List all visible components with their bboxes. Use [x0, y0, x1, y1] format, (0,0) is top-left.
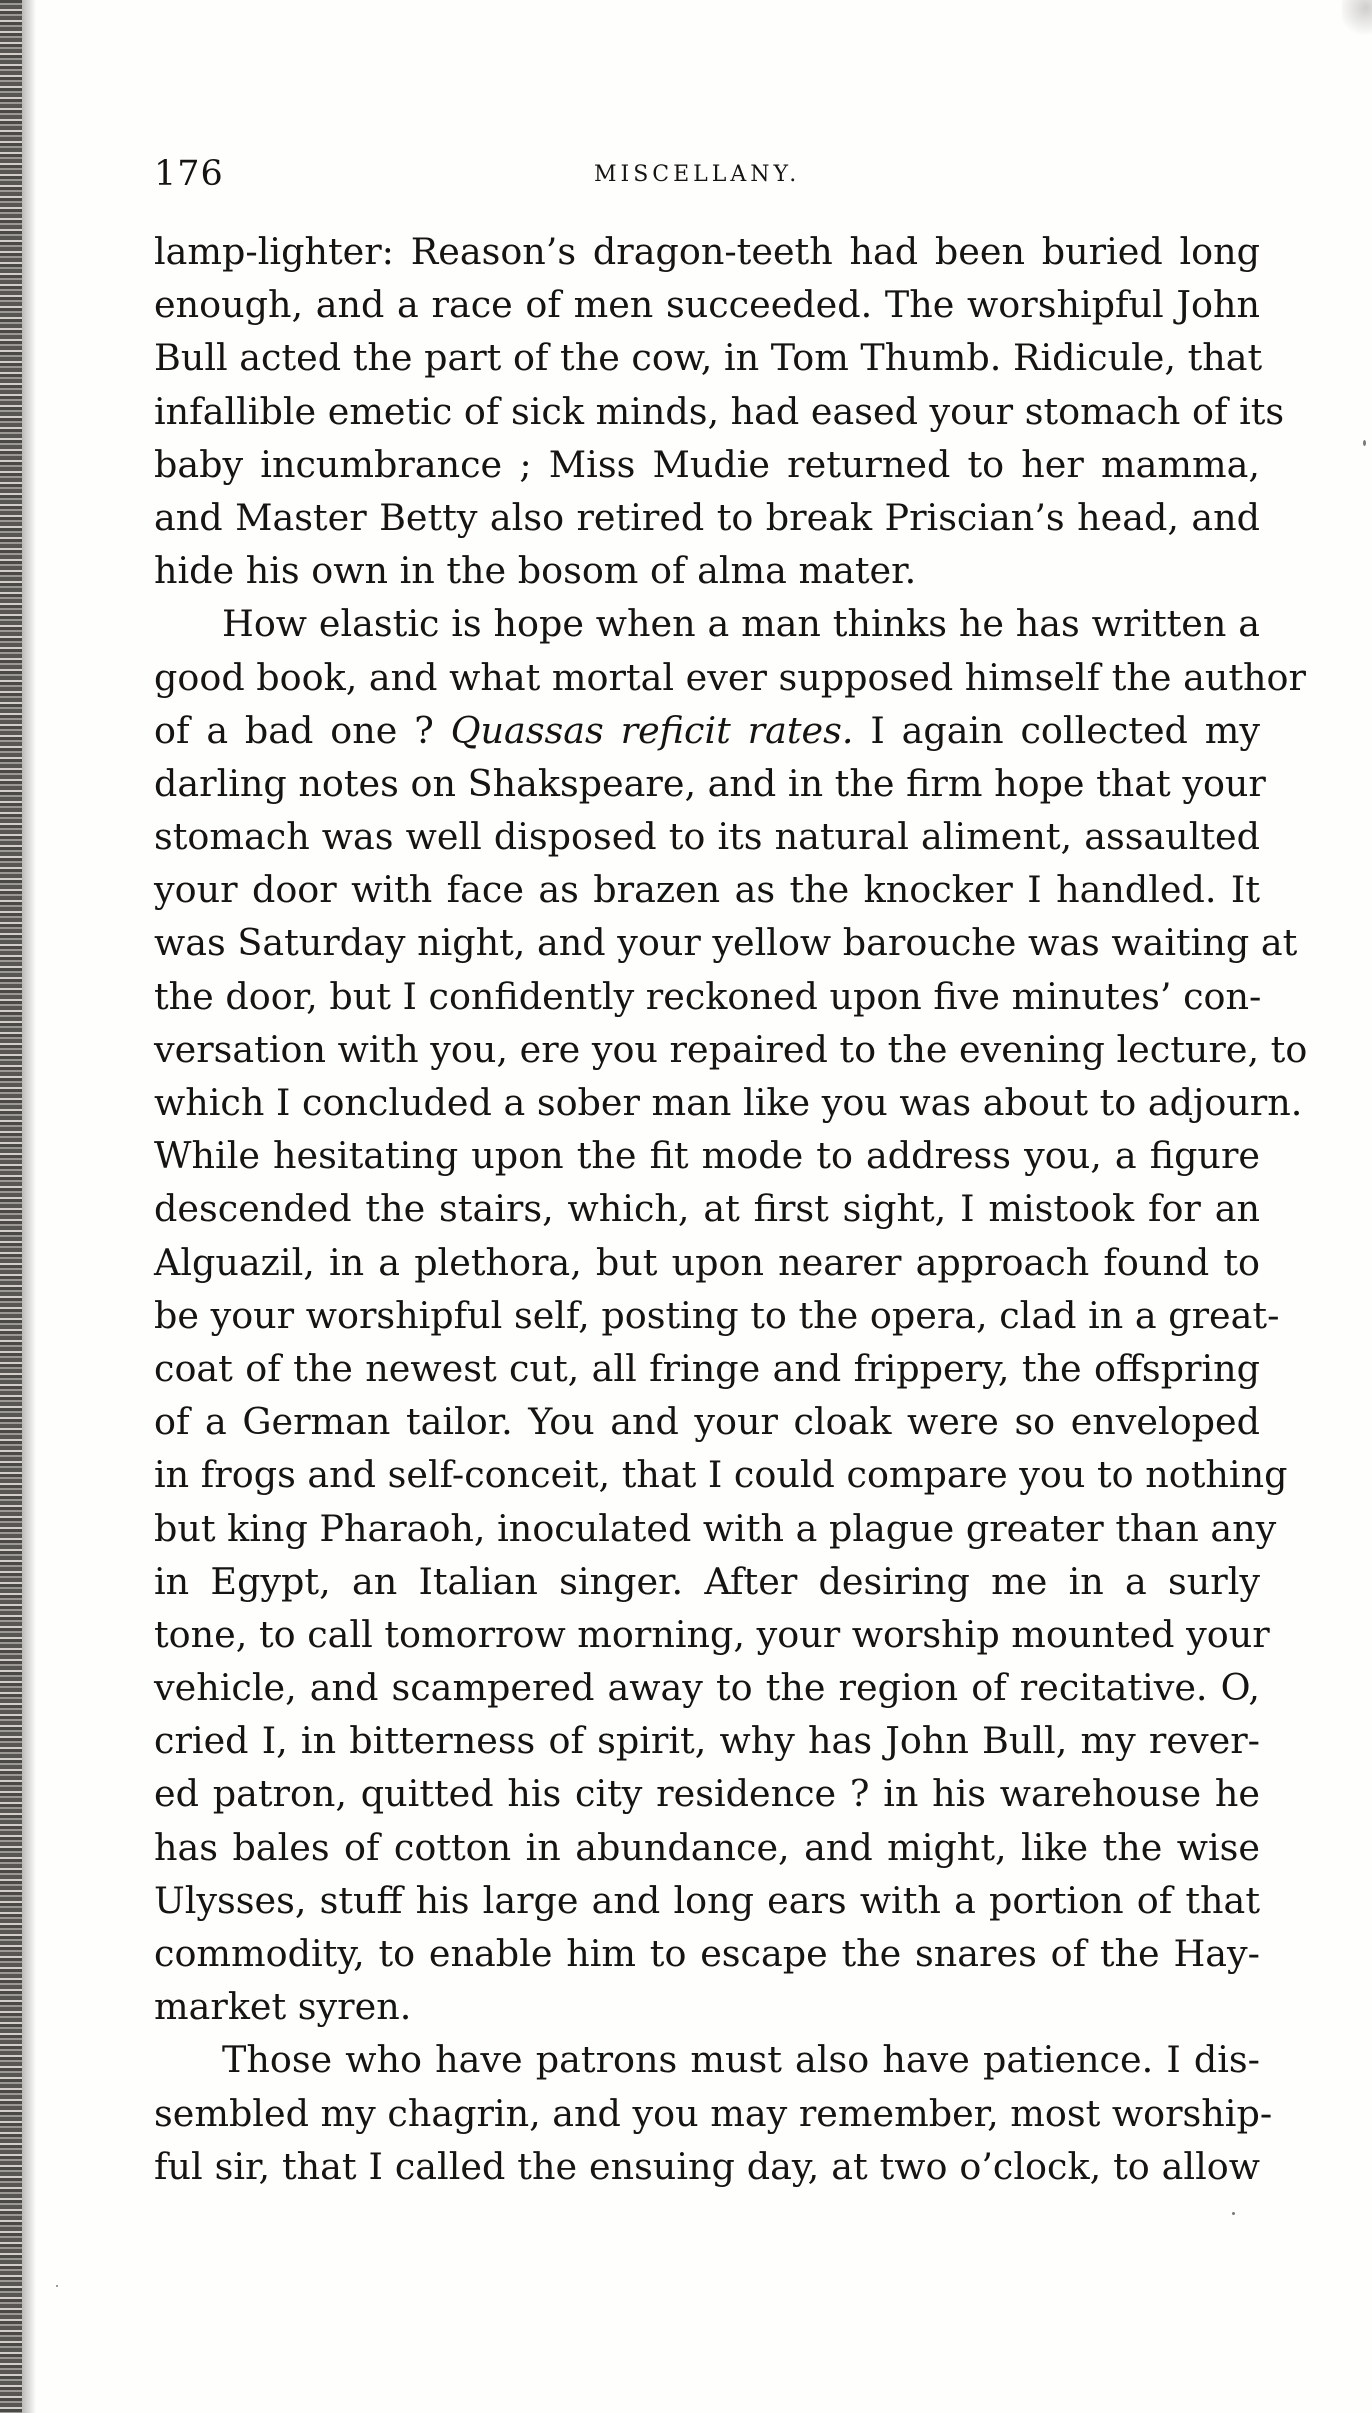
text-line: which I concluded a sober man like you was about to adjourn.	[154, 1081, 1303, 1124]
page-binding-edge	[0, 0, 22, 2413]
text-line: enough, and a race of men succeeded. The worshipful John	[154, 283, 1260, 327]
text-line: Ulysses, stuff his large and long ears with a portion of that	[154, 1878, 1260, 1922]
binding-shadow	[22, 0, 36, 2413]
page-number: 176	[154, 154, 224, 194]
text-line: commodity, to enable him to escape the snares of the Hay-	[154, 1932, 1260, 1975]
text-line: but king Pharaoh, inoculated with a plague greater than any	[154, 1506, 1277, 1550]
text-line: coat of the newest cut, all fringe and frippery, the offspring	[154, 1346, 1260, 1390]
text-line: descended the stairs, which, at first sight, I mistook for an	[154, 1187, 1260, 1231]
paper-speck	[56, 2285, 58, 2287]
text-line: was Saturday night, and your yellow barouche was waiting at	[154, 921, 1298, 965]
paper-speck	[1363, 440, 1366, 446]
text-line: baby incumbrance ; Miss Mudie returned to her mamma,	[154, 442, 1260, 486]
paper-speck	[1232, 2212, 1235, 2215]
corner-smudge	[1342, 0, 1372, 40]
text-line: ed patron, quitted his city residence ? in his warehouse he	[154, 1772, 1260, 1816]
text-line: hide his own in the bosom of alma mater.	[154, 549, 917, 593]
text-line: good book, and what mortal ever supposed himself the author	[154, 655, 1306, 699]
text-line: stomach was well disposed to its natural aliment, assaulted	[154, 815, 1260, 859]
text-line: market syren.	[154, 1985, 412, 2029]
text-line: your door with face as brazen as the knocker I handled. It	[154, 868, 1260, 912]
text-line: While hesitating upon the fit mode to address you, a figure	[154, 1134, 1260, 1178]
text-line: be your worshipful self, posting to the opera, clad in a great-	[154, 1293, 1280, 1337]
text-line: tone, to call tomorrow morning, your worship mounted your	[154, 1612, 1270, 1656]
text-line: versation with you, ere you repaired to the evening lecture, to	[154, 1027, 1308, 1071]
text-line: of a German tailor. You and your cloak were so enveloped	[154, 1400, 1260, 1444]
text-line: the door, but I confidently reckoned upon five minutes’ con-	[154, 974, 1262, 1018]
text-line: cried I, in bitterness of spirit, why has John Bull, my rever-	[154, 1719, 1260, 1763]
text-line: vehicle, and scampered away to the region of recitative. O,	[154, 1666, 1260, 1710]
text-line: lamp-lighter: Reason’s dragon-teeth had been buried long	[154, 230, 1260, 273]
text-line: darling notes on Shakspeare, and in the firm hope that your	[154, 761, 1266, 805]
text-line: in Egypt, an Italian singer. After desiring me in a surly	[154, 1559, 1260, 1603]
latin-quotation: Quassas reficit rates.	[450, 708, 854, 752]
text-line: has bales of cotton in abundance, and might, like the wise	[154, 1825, 1260, 1869]
text-line: and Master Betty also retired to break Priscian’s head, and	[154, 495, 1260, 539]
paragraph-first-line: How elastic is hope when a man thinks he has written a	[222, 602, 1260, 646]
running-title: MISCELLANY.	[594, 162, 801, 187]
text-line: Alguazil, in a plethora, but upon nearer approach found to	[154, 1240, 1260, 1284]
text-line: in frogs and self-conceit, that I could compare you to nothing	[154, 1453, 1288, 1497]
text-segment: I again collected my	[870, 708, 1261, 752]
text-segment: of a bad one ?	[154, 708, 434, 752]
running-header	[154, 150, 1260, 200]
text-line: Bull acted the part of the cow, in Tom Thumb. Ridicule, that	[154, 336, 1263, 380]
paragraph-first-line: Those who have patrons must also have patience. I dis-	[222, 2038, 1260, 2082]
text-line-with-quotation	[154, 704, 1260, 757]
text-line: infallible emetic of sick minds, had eased your stomach of its	[154, 389, 1285, 433]
text-line: sembled my chagrin, and you may remember, most worship-	[154, 2091, 1273, 2135]
text-line: ful sir, that I called the ensuing day, at two o’clock, to allow	[154, 2144, 1260, 2188]
body-text	[154, 225, 1308, 2193]
